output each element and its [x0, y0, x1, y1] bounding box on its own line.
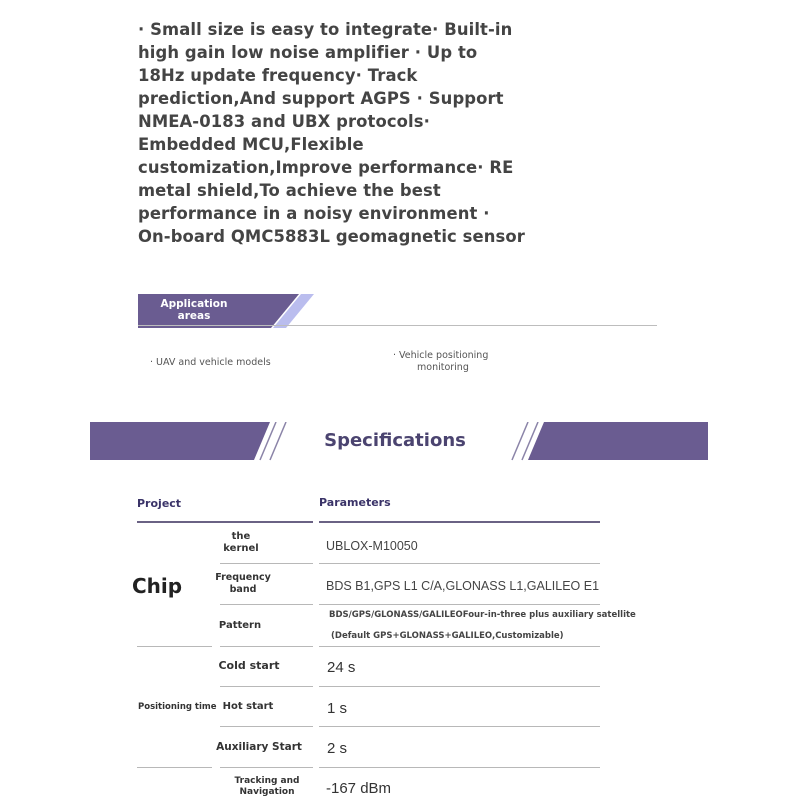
application-areas-title: Application areas	[160, 298, 228, 322]
row-rule-value-5	[319, 726, 600, 727]
row-label-kernel: the kernel	[223, 531, 259, 554]
features-paragraph: · Small size is easy to integrate· Built-in high gain low noise amplifier · Up to 18Hz update frequency· Track prediction,And support AGPS · Support NMEA-0183 and UBX protocols· Embedded MCU,Flexible customization,Improve performance· RE metal shield,To achieve the best performance in a noisy environment · On-board QMC5883L geomagnetic sensor	[138, 20, 525, 246]
row-value-pattern-1: BDS/GPS/GLONASS/GALILEOFour-in-three plus auxiliary satellite	[329, 610, 636, 620]
application-item-vehicle: · Vehicle positioning	[393, 350, 489, 361]
specifications-title: Specifications	[324, 430, 466, 451]
row-rule-label-4	[220, 686, 313, 687]
application-divider	[138, 325, 657, 326]
row-rule-label-5	[220, 726, 313, 727]
row-value-auxiliary-start: 2 s	[327, 740, 348, 757]
row-rule-label-3	[220, 646, 313, 647]
row-rule-value-1	[319, 563, 600, 564]
row-value-kernel: UBLOX-M10050	[326, 539, 418, 553]
row-label-pattern: Pattern	[218, 620, 262, 631]
header-rule-left	[137, 521, 313, 523]
application-item-vehicle-cont: monitoring	[417, 362, 469, 373]
header-rule-right	[319, 521, 600, 523]
spec-banner-left	[90, 422, 290, 462]
row-label-hot-start: Hot start	[222, 701, 274, 712]
row-label-cold-start: Cold start	[218, 659, 280, 672]
group-divider-1	[137, 646, 212, 647]
row-value-pattern-2: (Default GPS+GLONASS+GALILEO,Customizable)	[331, 631, 564, 641]
row-rule-label-2	[220, 604, 313, 605]
positioning-group-label: Positioning time	[138, 702, 217, 712]
row-value-tracking: -167 dBm	[326, 780, 392, 797]
header-parameters: Parameters	[319, 496, 391, 509]
row-rule-value-3	[319, 646, 600, 647]
row-label-auxiliary-start: Auxiliary Start	[216, 741, 302, 753]
chip-group-label: Chip	[132, 574, 183, 598]
row-label-frequency: Frequency band	[215, 572, 271, 595]
group-divider-2	[137, 767, 212, 768]
row-rule-value-4	[319, 686, 600, 687]
spec-banner-right	[508, 422, 708, 462]
row-value-hot-start: 1 s	[327, 700, 348, 717]
row-rule-label-1	[220, 563, 313, 564]
row-rule-label-6	[220, 767, 313, 768]
row-label-tracking: Tracking and Navigation	[234, 776, 300, 797]
row-value-frequency: BDS B1,GPS L1 C/A,GLONASS L1,GALILEO E1	[326, 579, 600, 593]
application-item-uav: · UAV and vehicle models	[150, 357, 271, 368]
header-project: Project	[137, 497, 182, 510]
row-rule-value-2	[319, 604, 600, 605]
row-value-cold-start: 24 s	[327, 659, 356, 676]
row-rule-value-6	[319, 767, 600, 768]
